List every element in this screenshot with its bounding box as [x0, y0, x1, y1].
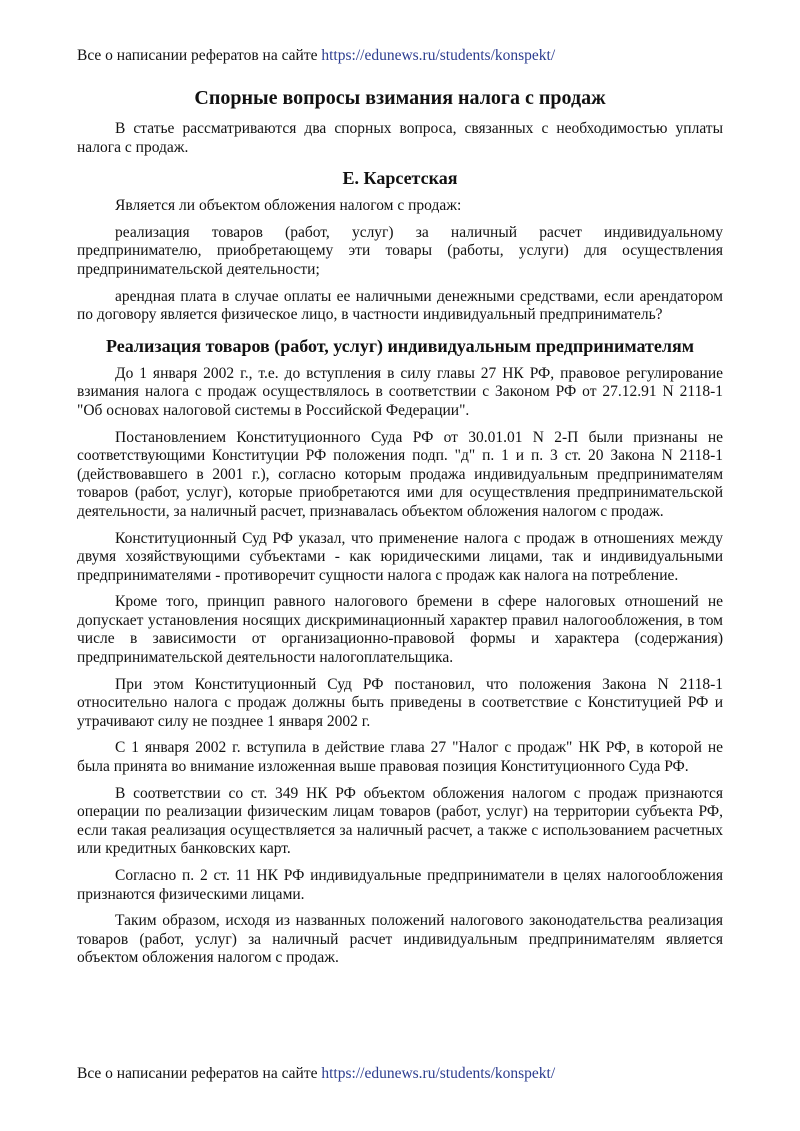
- article-author: Е. Карсетская: [342, 168, 458, 189]
- header-text: Все о написании рефератов на сайте: [77, 47, 322, 64]
- question-item: арендная плата в случае оплаты ее наличными денежными средствами, если арендатором по договору является физическое лицо, в частности индивидуальный предприниматель?: [77, 287, 723, 324]
- section-title: Реализация товаров (работ, услуг) индивидуальным предпринимателям: [106, 335, 694, 356]
- body-paragraph: Постановлением Конституционного Суда РФ от 30.01.01 N 2-П были признаны не соответствующими Конституции РФ положения подп. "д" п. 1 и п. 3 ст. 20 Закона N 2118-1 (действовавшего в 2001 г.), согласно которым продажа индивидуальным предпринимателям товаров (работ, услуг), которые приобретаются ими для осуществления предпринимательской деятельности, за наличный расчет, признавалась объектом обложения налогом с продаж.: [77, 428, 723, 520]
- page-header: [77, 46, 555, 65]
- question-item: реализация товаров (работ, услуг) за наличный расчет индивидуальному предпринимателю, приобретающему эти товары (работы, услуги) для осуществления предпринимательской деятельности;: [77, 223, 723, 278]
- article: [77, 85, 723, 976]
- footer-link[interactable]: https://edunews.ru/students/konspekt/: [321, 1065, 556, 1082]
- document-page: [77, 0, 723, 1131]
- body-paragraph: С 1 января 2002 г. вступила в действие глава 27 "Налог с продаж" НК РФ, в которой не была принята во внимание изложенная выше правовая позиция Конституционного Суда РФ.: [77, 739, 723, 776]
- body-paragraph: В соответствии со ст. 349 НК РФ объектом обложения налогом с продаж признаются операции по реализации физическим лицам товаров (работ, услуг) на территории субъекта РФ, если такая реализация осуществляется за наличный расчет, а также с использованием расчетных или кредитных банковских карт.: [77, 784, 723, 858]
- body-paragraph: Таким образом, исходя из названных положений налогового законодательства реализация товаров (работ, услуг) за наличный расчет индивидуальным предпринимателям является объектом обложения налогом с продаж.: [77, 912, 723, 967]
- body-paragraph: Согласно п. 2 ст. 11 НК РФ индивидуальные предприниматели в целях налогообложения признаются физическими лицами.: [77, 867, 723, 903]
- question-text: Является ли объектом обложения налогом с продаж:: [115, 197, 462, 215]
- body-paragraph: Кроме того, принцип равного налогового бремени в сфере налоговых отношений не допускает установления носящих дискриминационный характер правил налогообложения, в том числе в зависимости от организационно-правовой формы и характера (содержания) предпринимательской деятельности налогоплательщика.: [77, 593, 723, 667]
- article-intro: В статье рассматриваются два спорных вопроса, связанных с необходимостью уплаты налога с продаж.: [77, 120, 723, 156]
- header-link[interactable]: https://edunews.ru/students/konspekt/: [321, 47, 556, 64]
- page-footer: [77, 1064, 555, 1083]
- body-paragraph: При этом Конституционный Суд РФ постановил, что положения Закона N 2118-1 относительно налога с продаж должны быть приведены в соответствие с Конституцией РФ и утрачивают силу не позднее 1 января 2002 г.: [77, 675, 723, 730]
- body-paragraph: До 1 января 2002 г., т.е. до вступления в силу главы 27 НК РФ, правовое регулирование взимания налога с продаж осуществлялось в соответствии с Законом РФ от 27.12.91 N 2118-1 "Об основах налоговой системы в Российской Федерации".: [77, 364, 723, 419]
- footer-text: Все о написании рефератов на сайте: [77, 1065, 322, 1082]
- body-paragraph: Конституционный Суд РФ указал, что применение налога с продаж в отношениях между двумя хозяйствующими субъектами - как юридическими лицами, так и индивидуальными предпринимателями - противоречит сущности налога с продаж как налога на потребление.: [77, 529, 723, 584]
- article-title: Спорные вопросы взимания налога с продаж: [194, 87, 606, 109]
